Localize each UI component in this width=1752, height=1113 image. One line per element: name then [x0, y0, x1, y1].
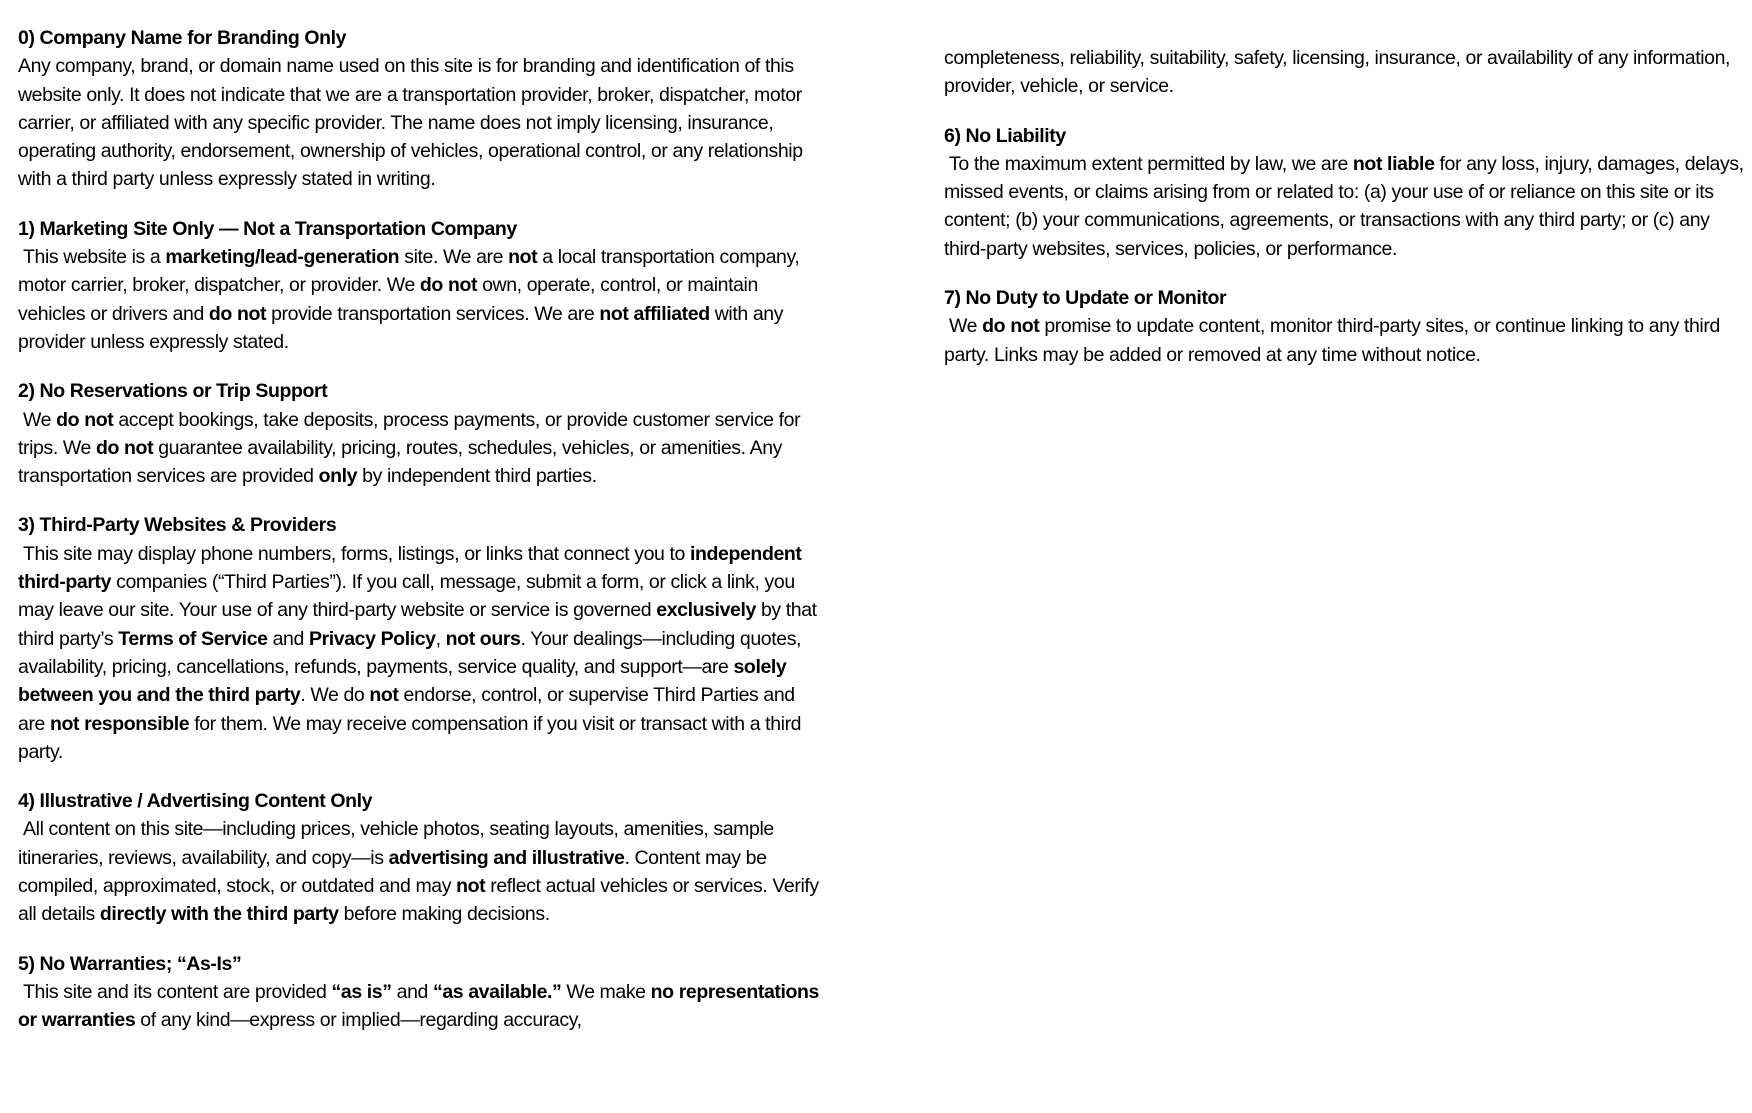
text-run: We make	[561, 980, 651, 1003]
text-run: . We do	[300, 684, 370, 707]
section-6-no-liability-body	[944, 150, 1749, 263]
section-6-no-liability	[944, 122, 1749, 263]
bold-text-run: not affiliated	[599, 302, 710, 325]
text-run: . Content may be compiled, approximated, stock, or outdated and may	[18, 846, 772, 898]
section-1-marketing-site-only	[18, 215, 820, 356]
section-7-no-duty-to-update-heading: 7) No Duty to Update or Monitor	[944, 287, 1227, 310]
text-run: companies (“Third Parties”). If you call, message, submit a form, or click a link, you may leave our site. Your use of any third-party website or service is governed	[18, 571, 800, 622]
text-run: ,	[435, 627, 446, 650]
section-7-no-duty-to-update	[944, 284, 1746, 369]
bold-text-run: solely between you and the third party	[18, 655, 792, 707]
text-run: We	[944, 315, 983, 338]
bold-text-run: do not	[982, 315, 1040, 338]
right-column	[944, 44, 1749, 390]
bold-text-run: Privacy Policy	[308, 627, 436, 650]
section-4-illustrative-content	[18, 787, 824, 928]
text-run: by independent third parties.	[357, 465, 597, 488]
section-3-third-party-websites-body	[18, 540, 820, 766]
section-5-no-warranties-continued-body	[944, 44, 1746, 101]
text-run: and	[391, 980, 433, 1003]
section-5-no-warranties-continued	[944, 44, 1746, 101]
text-run: To the maximum extent permitted by law, we are	[944, 152, 1353, 175]
bold-text-run: “as available.”	[432, 980, 562, 1003]
section-0-branding-body	[18, 52, 820, 193]
bold-text-run: no representations or warranties	[18, 980, 825, 1032]
section-2-no-reservations-body	[18, 406, 820, 491]
section-2-no-reservations-heading: 2) No Reservations or Trip Support	[18, 380, 328, 403]
bold-text-run: not ours	[445, 627, 521, 650]
text-run: endorse, control, or supervise Third Parties and are	[18, 684, 800, 735]
bold-text-run: Terms of Service	[118, 627, 268, 650]
text-run: and	[267, 627, 309, 650]
section-0-branding	[18, 24, 820, 194]
text-run: for any loss, injury, damages, delays, missed events, or claims arising from or related to: (a) your use of or reliance on this site or its content; (b) your communications, agreements, or transactions with any third party; or (c) any third-party websites, services, policies, or performance.	[944, 152, 1749, 260]
bold-text-run: do not	[419, 274, 478, 297]
section-4-illustrative-content-body	[18, 815, 824, 928]
text-run: This website is a	[18, 246, 166, 269]
bold-text-run: independent third-party	[18, 542, 807, 594]
bold-text-run: only	[318, 465, 358, 488]
bold-text-run: not	[456, 875, 486, 898]
text-run: guarantee availability, pricing, routes, schedules, vehicles, or amenities. Any transportation services are provided	[18, 436, 788, 488]
section-1-marketing-site-only-heading: 1) Marketing Site Only — Not a Transportation Company	[18, 217, 517, 240]
section-5-no-warranties	[18, 950, 825, 1035]
text-run: site. We are	[399, 246, 509, 269]
bold-text-run: not liable	[1352, 152, 1435, 175]
text-run: for them. We may receive compensation if you visit or transact with a third party.	[18, 712, 807, 763]
section-7-no-duty-to-update-body	[944, 312, 1746, 369]
section-3-third-party-websites	[18, 511, 820, 766]
text-run: completeness, reliability, suitability, safety, licensing, insurance, or availability of any information, provider, vehicle, or service.	[944, 47, 1736, 98]
text-run: with any provider unless expressly stated.	[18, 302, 789, 353]
bold-text-run: “as is”	[331, 980, 392, 1003]
text-run: This site may display phone numbers, forms, listings, or links that connect you to	[18, 542, 690, 565]
section-0-branding-heading: 0) Company Name for Branding Only	[18, 27, 347, 49]
text-run: by that third party’s	[18, 599, 822, 650]
section-5-no-warranties-heading: 5) No Warranties; “As-Is”	[18, 952, 242, 975]
bold-text-run: do not	[96, 436, 154, 459]
text-run: This site and its content are provided	[18, 980, 332, 1003]
bold-text-run: not responsible	[50, 712, 190, 735]
bold-text-run: not	[508, 246, 538, 269]
bold-text-run: marketing/lead-generation	[165, 246, 400, 269]
bold-text-run: do not	[208, 302, 267, 325]
bold-text-run: exclusively	[656, 599, 756, 622]
text-run: Any company, brand, or domain name used on this site is for branding and identification of this website only. It does not indicate that we are a transportation provider, broker, dispatcher, motor carrier, or affiliated with any specific provider. The name does not imply licensing, insurance, operating authority, endorsement, ownership of vehicles, operational control, or any relationship with a third party unless expressly stated in writing.	[18, 55, 808, 191]
bold-text-run: do not	[56, 408, 114, 431]
text-run: All content on this site—including prices, vehicle photos, seating layouts, amenities, sample itineraries, reviews, availability, and copy—is	[18, 818, 779, 869]
bold-text-run: advertising and illustrative	[388, 846, 625, 869]
text-run: of any kind—express or implied—regarding accuracy,	[135, 1009, 582, 1032]
text-run: reflect actual vehicles or services. Verify all details	[18, 875, 824, 926]
text-run: accept bookings, take deposits, process payments, or provide customer service for trips. We	[18, 408, 806, 459]
section-5-no-warranties-body	[18, 978, 825, 1035]
section-1-marketing-site-only-body	[18, 243, 820, 356]
bold-text-run: not	[369, 684, 399, 707]
text-run: provide transportation services. We are	[266, 302, 600, 325]
text-run: own, operate, control, or maintain vehicles or drivers and	[18, 274, 763, 325]
section-4-illustrative-content-heading: 4) Illustrative / Advertising Content Only	[18, 790, 373, 813]
text-run: promise to update content, monitor third-party sites, or continue linking to any third party. Links may be added or removed at any time without notice.	[944, 315, 1725, 366]
left-column	[18, 24, 825, 1056]
text-run: We	[18, 408, 57, 431]
section-2-no-reservations	[18, 377, 820, 490]
bold-text-run: directly with the third party	[99, 903, 339, 926]
text-run: a local transportation company, motor carrier, broker, dispatcher, or provider. We	[18, 246, 805, 297]
section-6-no-liability-heading: 6) No Liability	[944, 124, 1066, 147]
text-run: before making decisions.	[338, 903, 550, 926]
text-run: . Your dealings—including quotes, availability, pricing, cancellations, refunds, payments, service quality, and support—are	[18, 627, 807, 678]
section-3-third-party-websites-heading: 3) Third-Party Websites & Providers	[18, 514, 337, 537]
